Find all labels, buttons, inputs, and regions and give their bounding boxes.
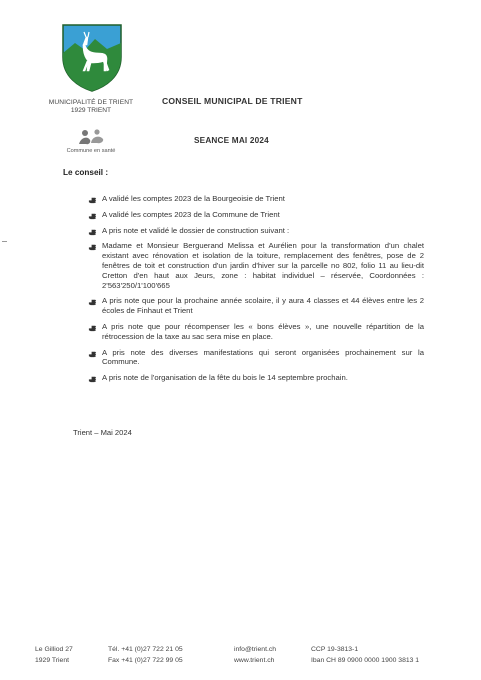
- list-item: [88, 322, 424, 342]
- municipality-year: 1929 TRIENT: [70, 107, 112, 114]
- footer-phone-line: Tél. +41 (0)27 722 21 05: [108, 646, 183, 653]
- pointing-hand-icon: [88, 211, 97, 220]
- municipality-name: MUNICIPALITÉ DE TRIENT: [48, 99, 134, 106]
- list-item: [88, 241, 424, 290]
- footer-address-line: 1929 Trient: [35, 657, 70, 664]
- footer-ccp-line: CCP 19-3813-1: [311, 646, 359, 653]
- footer-address: [35, 644, 73, 666]
- pointing-hand-icon: [88, 297, 97, 306]
- pointing-hand-icon: [88, 374, 97, 383]
- decision-list: [88, 194, 424, 389]
- list-item: [88, 210, 424, 220]
- footer-bank: [311, 644, 419, 666]
- list-item-text: Madame et Monsieur Berguerand Melissa et Aurélien pour la transformation d'un chalet existant avec rénovation et isolation de la toiture, remplacement des fenêtres, pose de 2 fenêtres de toit et construction d'un jardin d'hiver sur la parcelle no 802, folio 11 au lieu-dit Cretton d'en haut aux Jeurs, zone : habitat individuel – réservée, Coordonnées : 2'563'250/1'100'665: [102, 241, 424, 290]
- list-item: [88, 226, 424, 236]
- list-item: [88, 194, 424, 204]
- intro-heading: Le conseil :: [63, 168, 109, 177]
- footer-email-link[interactable]: info@trient.ch: [234, 646, 277, 653]
- list-item: [88, 373, 424, 383]
- commune-en-sante-logo-icon: [76, 128, 106, 146]
- footer-website-link[interactable]: www.trient.ch: [234, 657, 275, 664]
- footer-web: [234, 644, 276, 666]
- document-title: CONSEIL MUNICIPAL DE TRIENT: [162, 96, 303, 106]
- list-item-text: A pris note que pour récompenser les « bons élèves », une nouvelle répartition de la rétrocession de la taxe au sac sera mise en place.: [102, 321, 424, 341]
- footer-address-line: Le Gilliod 27: [35, 646, 73, 653]
- closing-place-date: Trient – Mai 2024: [73, 428, 132, 437]
- list-item-text: A validé les comptes 2023 de la Bourgeoisie de Trient: [102, 194, 285, 203]
- coat-of-arms-icon: [61, 23, 123, 93]
- pointing-hand-icon: [88, 195, 97, 204]
- list-item-text: A pris note et validé le dossier de construction suivant :: [102, 225, 290, 235]
- footer-fax-line: Fax +41 (0)27 722 99 05: [108, 657, 183, 664]
- pointing-hand-icon: [88, 242, 97, 251]
- margin-mark: [2, 241, 7, 242]
- document-subtitle: SEANCE MAI 2024: [194, 136, 269, 145]
- footer-iban-line: Iban CH 89 0900 0000 1900 3813 1: [311, 657, 420, 664]
- footer-phone: [108, 644, 183, 666]
- pointing-hand-icon: [88, 349, 97, 358]
- list-item-text: A pris note que pour la prochaine année scolaire, il y aura 4 classes et 44 élèves entre les 2 écoles de Finhaut et Trient: [102, 296, 424, 316]
- list-item-text: A pris note des diverses manifestations qui seront organisées prochainement sur la Commune.: [102, 347, 424, 367]
- pointing-hand-icon: [88, 323, 97, 332]
- commune-en-sante-label: Commune en santé: [66, 148, 116, 154]
- list-item-text: A validé les comptes 2023 de la Commune de Trient: [102, 209, 280, 219]
- pointing-hand-icon: [88, 227, 97, 236]
- list-item-text: A pris note de l'organisation de la fête du bois le 14 septembre prochain.: [102, 373, 348, 383]
- list-item: [88, 296, 424, 316]
- list-item: [88, 348, 424, 368]
